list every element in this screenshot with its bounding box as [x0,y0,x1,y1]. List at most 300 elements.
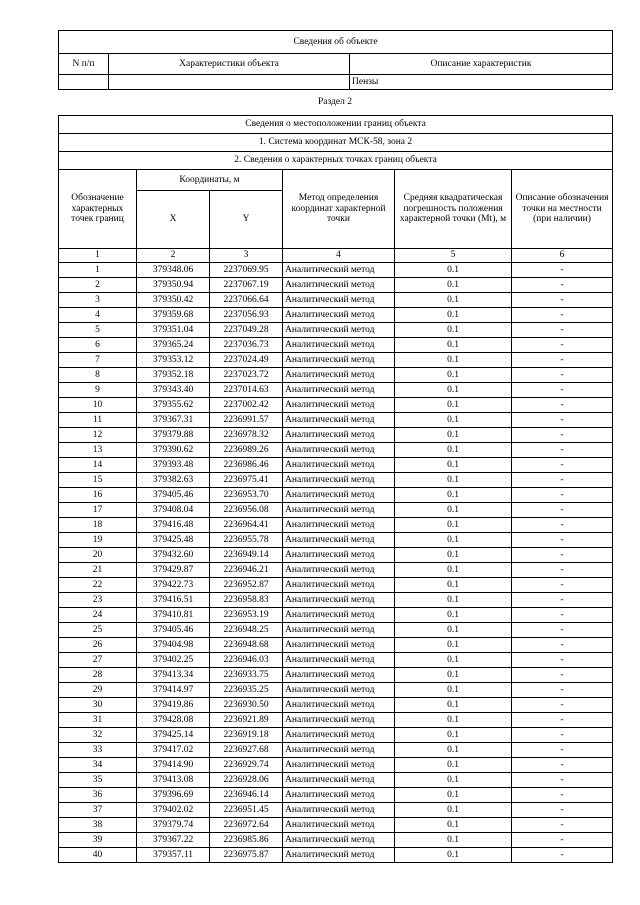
error-cell: 0.1 [395,773,512,788]
coord-y-cell: 2237049.28 [210,323,283,338]
coord-x-cell: 379355.62 [137,398,210,413]
error-cell: 0.1 [395,728,512,743]
table-row [59,338,613,353]
col-number-4: 4 [283,249,395,263]
error-cell: 0.1 [395,743,512,758]
table-row [59,758,613,773]
coord-x-cell: 379416.48 [137,518,210,533]
coord-x-cell: 379414.90 [137,758,210,773]
header-coordinates: Координаты, м [137,170,283,191]
boundary-points-table [58,115,613,863]
description-cell: - [512,443,613,458]
method-cell: Аналитический метод [283,623,395,638]
col-number-2: 2 [137,249,210,263]
table-row [59,533,613,548]
description-cell: - [512,338,613,353]
table-row [59,683,613,698]
coord-x-cell: 379402.25 [137,653,210,668]
table-row [59,653,613,668]
error-cell: 0.1 [395,653,512,668]
coord-y-cell: 2236928.06 [210,773,283,788]
coord-y-cell: 2236946.14 [210,788,283,803]
points-rows [59,263,613,863]
col-number-5: 5 [395,249,512,263]
point-number-cell: 7 [59,353,137,368]
header-error: Средняя квадратическая погрешность положения характерной точки (Mt), м [395,170,512,249]
table-row [59,833,613,848]
coord-y-cell: 2237024.49 [210,353,283,368]
error-cell: 0.1 [395,368,512,383]
coord-x-cell: 379425.48 [137,533,210,548]
coord-y-cell: 2237023.72 [210,368,283,383]
error-cell: 0.1 [395,803,512,818]
method-cell: Аналитический метод [283,743,395,758]
table-row [59,443,613,458]
coord-y-cell: 2236958.83 [210,593,283,608]
coord-y-cell: 2236985.86 [210,833,283,848]
coord-x-cell: 379410.81 [137,608,210,623]
table-row [59,608,613,623]
description-cell: - [512,353,613,368]
point-number-cell: 29 [59,683,137,698]
description-cell: - [512,503,613,518]
coord-y-cell: 2236921.89 [210,713,283,728]
error-cell: 0.1 [395,848,512,863]
description-cell: - [512,728,613,743]
description-cell: - [512,683,613,698]
point-number-cell: 39 [59,833,137,848]
error-cell: 0.1 [395,323,512,338]
coord-y-cell: 2236953.70 [210,488,283,503]
error-cell: 0.1 [395,503,512,518]
coord-y-cell: 2236930.50 [210,698,283,713]
points-title: 2. Сведения о характерных точках границ объекта [59,152,613,170]
coord-y-cell: 2236949.14 [210,548,283,563]
header-y: Y [210,191,283,249]
method-cell: Аналитический метод [283,293,395,308]
point-number-cell: 31 [59,713,137,728]
description-cell: - [512,653,613,668]
table-row [59,698,613,713]
method-cell: Аналитический метод [283,263,395,278]
description-cell: - [512,833,613,848]
coord-x-cell: 379425.14 [137,728,210,743]
method-cell: Аналитический метод [283,383,395,398]
method-cell: Аналитический метод [283,653,395,668]
table-row [59,368,613,383]
description-cell: - [512,788,613,803]
coord-x-cell: 379414.97 [137,683,210,698]
description-cell: - [512,743,613,758]
description-cell: - [512,263,613,278]
error-cell: 0.1 [395,413,512,428]
coord-x-cell: 379350.94 [137,278,210,293]
description-cell: - [512,368,613,383]
coord-x-cell: 379379.74 [137,818,210,833]
description-cell: - [512,293,613,308]
description-cell: - [512,548,613,563]
method-cell: Аналитический метод [283,488,395,503]
section-label: Раздел 2 [318,97,352,107]
point-number-cell: 24 [59,608,137,623]
description-cell: - [512,638,613,653]
error-cell: 0.1 [395,518,512,533]
coord-y-cell: 2236948.68 [210,638,283,653]
method-cell: Аналитический метод [283,788,395,803]
method-cell: Аналитический метод [283,503,395,518]
table-row [59,308,613,323]
point-number-cell: 34 [59,758,137,773]
error-cell: 0.1 [395,818,512,833]
point-number-cell: 9 [59,383,137,398]
col-header-description: Описание характеристик [350,54,613,75]
method-cell: Аналитический метод [283,398,395,413]
object-info-title: Сведения об объекте [59,31,613,54]
description-cell: - [512,278,613,293]
description-cell: - [512,473,613,488]
error-cell: 0.1 [395,533,512,548]
coord-y-cell: 2237014.63 [210,383,283,398]
coord-y-cell: 2237002.42 [210,398,283,413]
method-cell: Аналитический метод [283,668,395,683]
point-number-cell: 27 [59,653,137,668]
point-number-cell: 19 [59,533,137,548]
table-row [59,773,613,788]
error-cell: 0.1 [395,713,512,728]
method-cell: Аналитический метод [283,833,395,848]
table-row [59,578,613,593]
coord-x-cell: 379343.40 [137,383,210,398]
description-cell: - [512,578,613,593]
point-number-cell: 37 [59,803,137,818]
method-cell: Аналитический метод [283,323,395,338]
method-cell: Аналитический метод [283,368,395,383]
description-cell: - [512,518,613,533]
point-number-cell: 16 [59,488,137,503]
coord-x-cell: 379428.08 [137,713,210,728]
method-cell: Аналитический метод [283,848,395,863]
coord-x-cell: 379405.46 [137,623,210,638]
description-cell: - [512,308,613,323]
coord-x-cell: 379350.42 [137,293,210,308]
error-cell: 0.1 [395,263,512,278]
point-number-cell: 13 [59,443,137,458]
description-cell: - [512,713,613,728]
coord-y-cell: 2236953.19 [210,608,283,623]
point-number-cell: 30 [59,698,137,713]
point-number-cell: 38 [59,818,137,833]
method-cell: Аналитический метод [283,563,395,578]
error-cell: 0.1 [395,443,512,458]
method-cell: Аналитический метод [283,593,395,608]
error-cell: 0.1 [395,353,512,368]
error-cell: 0.1 [395,308,512,323]
table-row [59,413,613,428]
coord-y-cell: 2236951.45 [210,803,283,818]
table-row [59,788,613,803]
method-cell: Аналитический метод [283,473,395,488]
point-number-cell: 22 [59,578,137,593]
method-cell: Аналитический метод [283,803,395,818]
point-number-cell: 23 [59,593,137,608]
coord-x-cell: 379351.04 [137,323,210,338]
table-row [59,623,613,638]
method-cell: Аналитический метод [283,818,395,833]
coord-y-cell: 2237056.93 [210,308,283,323]
point-number-cell: 32 [59,728,137,743]
table-row [59,818,613,833]
table-row [59,488,613,503]
coord-y-cell: 2236955.78 [210,533,283,548]
coord-y-cell: 2236975.41 [210,473,283,488]
method-cell: Аналитический метод [283,413,395,428]
method-cell: Аналитический метод [283,608,395,623]
table-row [59,428,613,443]
coord-y-cell: 2237036.73 [210,338,283,353]
method-cell: Аналитический метод [283,518,395,533]
table-row [59,458,613,473]
coord-x-cell: 379357.11 [137,848,210,863]
coord-x-cell: 379408.04 [137,503,210,518]
coord-y-cell: 2236927.68 [210,743,283,758]
error-cell: 0.1 [395,428,512,443]
object-row-characteristic [109,75,350,90]
object-info-table [58,30,613,90]
table-row [59,383,613,398]
header-description: Описание обозначения точки на местности (при наличии) [512,170,613,249]
table-row [59,518,613,533]
point-number-cell: 1 [59,263,137,278]
coord-y-cell: 2236991.57 [210,413,283,428]
point-number-cell: 2 [59,278,137,293]
coord-y-cell: 2237069.95 [210,263,283,278]
error-cell: 0.1 [395,593,512,608]
error-cell: 0.1 [395,338,512,353]
description-cell: - [512,323,613,338]
coord-x-cell: 379422.73 [137,578,210,593]
method-cell: Аналитический метод [283,353,395,368]
point-number-cell: 20 [59,548,137,563]
coord-x-cell: 379367.22 [137,833,210,848]
error-cell: 0.1 [395,608,512,623]
header-x: X [137,191,210,249]
table-row [59,293,613,308]
coord-y-cell: 2236946.21 [210,563,283,578]
description-cell: - [512,398,613,413]
error-cell: 0.1 [395,788,512,803]
error-cell: 0.1 [395,398,512,413]
coord-y-cell: 2236946.03 [210,653,283,668]
description-cell: - [512,428,613,443]
description-cell: - [512,803,613,818]
coord-x-cell: 379396.69 [137,788,210,803]
description-cell: - [512,533,613,548]
coord-x-cell: 379382.63 [137,473,210,488]
coord-x-cell: 379419.86 [137,698,210,713]
error-cell: 0.1 [395,668,512,683]
method-cell: Аналитический метод [283,758,395,773]
coord-x-cell: 379416.51 [137,593,210,608]
method-cell: Аналитический метод [283,683,395,698]
point-number-cell: 10 [59,398,137,413]
point-number-cell: 36 [59,788,137,803]
header-point: Обозначение характерных точек границ [59,170,137,249]
coord-x-cell: 379417.02 [137,743,210,758]
table-row [59,353,613,368]
point-number-cell: 5 [59,323,137,338]
table-row [59,473,613,488]
method-cell: Аналитический метод [283,728,395,743]
coord-y-cell: 2236935.25 [210,683,283,698]
point-number-cell: 4 [59,308,137,323]
error-cell: 0.1 [395,623,512,638]
col-number-1: 1 [59,249,137,263]
error-cell: 0.1 [395,458,512,473]
location-title: Сведения о местоположении границ объекта [59,116,613,134]
description-cell: - [512,413,613,428]
table-row [59,323,613,338]
error-cell: 0.1 [395,833,512,848]
table-row [59,638,613,653]
description-cell: - [512,773,613,788]
coord-y-cell: 2236986.46 [210,458,283,473]
point-number-cell: 3 [59,293,137,308]
table-row [59,803,613,818]
coord-x-cell: 379352.18 [137,368,210,383]
method-cell: Аналитический метод [283,278,395,293]
table-row [59,278,613,293]
method-cell: Аналитический метод [283,713,395,728]
description-cell: - [512,623,613,638]
coord-y-cell: 2236956.08 [210,503,283,518]
method-cell: Аналитический метод [283,533,395,548]
point-number-cell: 6 [59,338,137,353]
coord-y-cell: 2236919.18 [210,728,283,743]
table-row [59,263,613,278]
method-cell: Аналитический метод [283,308,395,323]
method-cell: Аналитический метод [283,698,395,713]
method-cell: Аналитический метод [283,773,395,788]
coord-y-cell: 2236972.64 [210,818,283,833]
point-number-cell: 14 [59,458,137,473]
description-cell: - [512,848,613,863]
method-cell: Аналитический метод [283,338,395,353]
error-cell: 0.1 [395,638,512,653]
coord-x-cell: 379402.02 [137,803,210,818]
method-cell: Аналитический метод [283,443,395,458]
error-cell: 0.1 [395,293,512,308]
point-number-cell: 12 [59,428,137,443]
point-number-cell: 25 [59,623,137,638]
error-cell: 0.1 [395,278,512,293]
coord-x-cell: 379365.24 [137,338,210,353]
point-number-cell: 26 [59,638,137,653]
coord-x-cell: 379405.46 [137,488,210,503]
description-cell: - [512,608,613,623]
description-cell: - [512,593,613,608]
error-cell: 0.1 [395,383,512,398]
coord-y-cell: 2237066.64 [210,293,283,308]
coord-x-cell: 379413.08 [137,773,210,788]
coord-x-cell: 379390.62 [137,443,210,458]
coord-y-cell: 2236964.41 [210,518,283,533]
error-cell: 0.1 [395,578,512,593]
point-number-cell: 15 [59,473,137,488]
error-cell: 0.1 [395,488,512,503]
method-cell: Аналитический метод [283,578,395,593]
coord-x-cell: 379432.60 [137,548,210,563]
error-cell: 0.1 [395,698,512,713]
method-cell: Аналитический метод [283,458,395,473]
coord-y-cell: 2236952.87 [210,578,283,593]
method-cell: Аналитический метод [283,428,395,443]
coord-y-cell: 2236933.75 [210,668,283,683]
point-number-cell: 28 [59,668,137,683]
error-cell: 0.1 [395,758,512,773]
col-header-number: N п/п [59,54,109,75]
col-number-6: 6 [512,249,613,263]
coord-y-cell: 2236978.32 [210,428,283,443]
method-cell: Аналитический метод [283,638,395,653]
coord-x-cell: 379353.12 [137,353,210,368]
point-number-cell: 17 [59,503,137,518]
table-row [59,593,613,608]
point-number-cell: 40 [59,848,137,863]
coord-x-cell: 379359.68 [137,308,210,323]
description-cell: - [512,818,613,833]
col-number-3: 3 [210,249,283,263]
coord-x-cell: 379429.87 [137,563,210,578]
table-row [59,398,613,413]
description-cell: - [512,668,613,683]
coord-y-cell: 2237067.19 [210,278,283,293]
description-cell: - [512,698,613,713]
error-cell: 0.1 [395,473,512,488]
coord-y-cell: 2236975.87 [210,848,283,863]
point-number-cell: 21 [59,563,137,578]
table-row [59,848,613,863]
description-cell: - [512,383,613,398]
table-row [59,503,613,518]
coord-x-cell: 379367.31 [137,413,210,428]
coord-x-cell: 379393.48 [137,458,210,473]
table-row [59,743,613,758]
point-number-cell: 11 [59,413,137,428]
description-cell: - [512,458,613,473]
col-header-characteristics: Характеристики объекта [109,54,350,75]
error-cell: 0.1 [395,683,512,698]
coord-x-cell: 379379.88 [137,428,210,443]
point-number-cell: 33 [59,743,137,758]
description-cell: - [512,758,613,773]
object-row-description: Пензы [350,75,613,90]
table-row [59,668,613,683]
coord-y-cell: 2236989.26 [210,443,283,458]
table-row [59,713,613,728]
point-number-cell: 35 [59,773,137,788]
coord-system-title: 1. Система координат МСК-58, зона 2 [59,134,613,152]
error-cell: 0.1 [395,563,512,578]
coord-x-cell: 379404.98 [137,638,210,653]
table-row [59,728,613,743]
description-cell: - [512,488,613,503]
point-number-cell: 18 [59,518,137,533]
coord-x-cell: 379413.34 [137,668,210,683]
coord-y-cell: 2236929.74 [210,758,283,773]
description-cell: - [512,563,613,578]
method-cell: Аналитический метод [283,548,395,563]
header-method: Метод определения координат характерной точки [283,170,395,249]
